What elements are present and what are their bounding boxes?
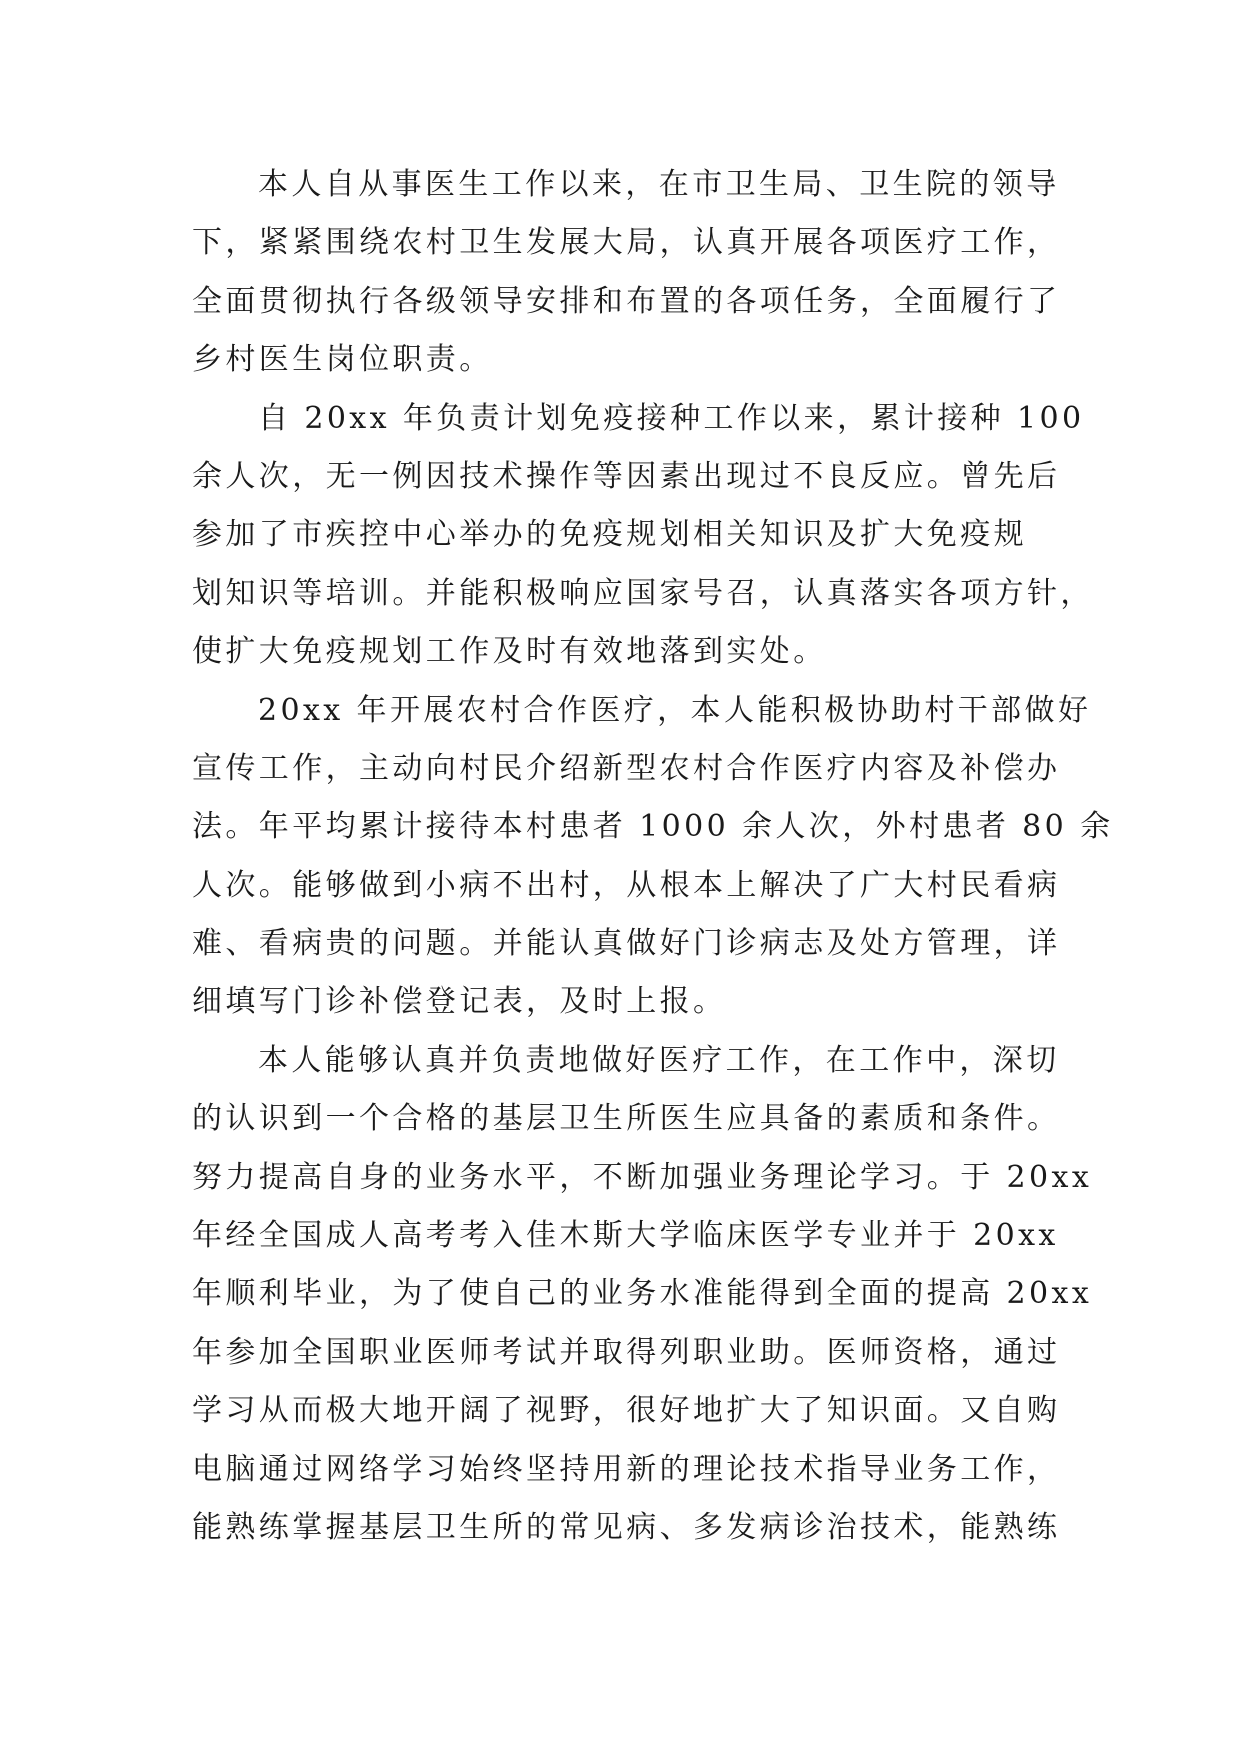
text-line: 的认识到一个合格的基层卫生所医生应具备的素质和条件。 [192,1101,1061,1137]
paragraph-4 [192,1032,1093,1558]
text-line: 年经全国成人高考考入佳木斯大学临床医学专业并于 20xx [192,1218,1059,1254]
text-line: 本人自从事医生工作以来，在市卫生局、卫生院的领导 [258,167,1060,202]
text-line: 全面贯彻执行各级领导安排和布置的各项任务，全面履行了 [192,283,1061,319]
document-body [192,156,1114,1557]
text-line: 使扩大免疫规划工作及时有效地落到实处。 [192,634,827,670]
text-line: 年参加全国职业医师考试并取得列职业助。医师资格，通过 [192,1334,1061,1370]
text-line: 年顺利毕业，为了使自己的业务水准能得到全面的提高 20xx [192,1276,1093,1312]
text-line: 宣传工作，主动向村民介绍新型农村合作医疗内容及补偿办 [192,750,1061,786]
text-line: 电脑通过网络学习始终坚持用新的理论技术指导业务工作， [192,1451,1061,1487]
text-line: 乡村医生岗位职责。 [192,342,493,378]
text-line: 余人次，无一例因技术操作等因素出现过不良反应。曾先后 [192,458,1061,494]
text-line: 自 20xx 年负责计划免疫接种工作以来，累计接种 100 [258,400,1085,436]
paragraph-1 [192,156,1061,390]
text-line: 法。年平均累计接待本村患者 1000 余人次，外村患者 80 余 [192,809,1114,845]
text-line: 能熟练掌握基层卫生所的常见病、多发病诊治技术，能熟练 [192,1509,1061,1545]
paragraph-2 [192,390,1094,682]
text-line: 划知识等培训。并能积极响应国家号召，认真落实各项方针， [192,575,1094,611]
text-line: 努力提高自身的业务水平，不断加强业务理论学习。于 20xx [192,1159,1093,1195]
text-line: 细填写门诊补偿登记表，及时上报。 [192,984,727,1020]
text-line: 本人能够认真并负责地做好医疗工作，在工作中，深切 [258,1042,1060,1078]
text-line: 学习从而极大地开阔了视野，很好地扩大了知识面。又自购 [192,1393,1061,1429]
text-line: 20xx 年开展农村合作医疗，本人能积极协助村干部做好 [258,692,1092,728]
paragraph-3 [192,682,1114,1032]
text-line: 人次。能够做到小病不出村，从根本上解决了广大村民看病 [192,867,1061,903]
text-line: 参加了市疾控中心举办的免疫规划相关知识及扩大免疫规 [192,517,1027,553]
text-line: 下，紧紧围绕农村卫生发展大局，认真开展各项医疗工作， [192,225,1061,261]
text-line: 难、看病贵的问题。并能认真做好门诊病志及处方管理，详 [192,926,1061,962]
